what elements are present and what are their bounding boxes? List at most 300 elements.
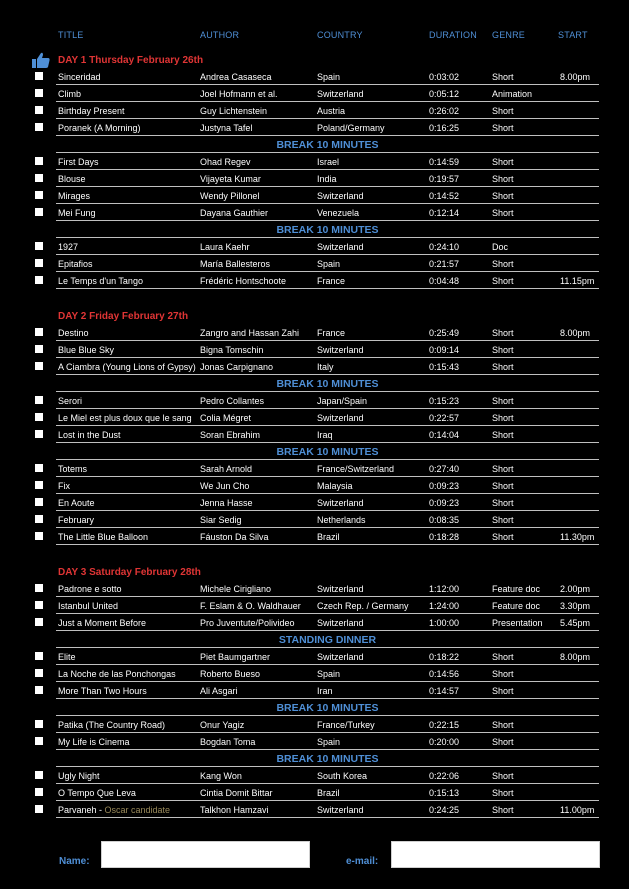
film-genre: Short <box>492 328 514 338</box>
film-genre: Short <box>492 498 514 508</box>
film-genre: Short <box>492 481 514 491</box>
divider <box>56 288 599 289</box>
day-spacer <box>0 546 629 564</box>
film-country: Switzerland <box>317 498 364 508</box>
divider <box>56 220 599 221</box>
film-title-text: Parvaneh - <box>58 805 105 815</box>
film-author: Andrea Casaseca <box>200 72 272 82</box>
divider <box>56 510 599 511</box>
film-checkbox[interactable] <box>35 276 43 284</box>
column-header-row <box>0 30 629 46</box>
film-country: Switzerland <box>317 618 364 628</box>
film-checkbox[interactable] <box>35 652 43 660</box>
film-row <box>0 205 629 222</box>
break-row <box>0 137 629 154</box>
film-genre: Doc <box>492 242 509 252</box>
film-country: Spain <box>317 737 341 747</box>
film-row <box>0 461 629 478</box>
day-heading <box>0 308 629 325</box>
film-author: Soran Ebrahim <box>200 430 261 440</box>
film-country: France/Switzerland <box>317 464 395 474</box>
film-genre: Feature doc <box>492 601 541 611</box>
divider <box>56 732 599 733</box>
film-row <box>0 188 629 205</box>
film-checkbox[interactable] <box>35 686 43 694</box>
film-country: Switzerland <box>317 242 364 252</box>
email-label: e-mail: <box>346 856 379 867</box>
film-duration: 0:14:56 <box>429 669 460 679</box>
film-checkbox[interactable] <box>35 669 43 677</box>
day-title: DAY 1 Thursday February 26th <box>58 55 204 66</box>
film-row <box>0 273 629 290</box>
film-author: Bogdan Toma <box>200 737 256 747</box>
film-title: Blouse <box>58 174 86 184</box>
divider <box>56 783 599 784</box>
film-duration: 0:18:28 <box>429 532 460 542</box>
film-genre: Short <box>492 805 514 815</box>
film-author: Ali Asgari <box>200 686 238 696</box>
film-country: South Korea <box>317 771 368 781</box>
film-genre: Short <box>492 669 514 679</box>
film-title: My Life is Cinema <box>58 737 130 747</box>
break-row <box>0 700 629 717</box>
break-label: STANDING DINNER <box>278 634 377 646</box>
film-row <box>0 581 629 598</box>
film-author: Joel Hofmann et al. <box>200 89 278 99</box>
film-start: 3.30pm <box>560 601 591 611</box>
film-duration: 0:21:57 <box>429 259 460 269</box>
film-country: Switzerland <box>317 652 364 662</box>
film-genre: Short <box>492 686 514 696</box>
film-genre: Short <box>492 515 514 525</box>
divider <box>56 527 599 528</box>
film-author: Kang Won <box>200 771 242 781</box>
film-row <box>0 529 629 546</box>
film-country: Spain <box>317 72 341 82</box>
film-row <box>0 512 629 529</box>
film-checkbox[interactable] <box>35 720 43 728</box>
film-duration: 0:09:14 <box>429 345 460 355</box>
film-country: Switzerland <box>317 805 364 815</box>
film-genre: Short <box>492 362 514 372</box>
film-checkbox[interactable] <box>35 771 43 779</box>
film-genre: Short <box>492 413 514 423</box>
break-label: BREAK 10 MINUTES <box>276 753 379 765</box>
film-row <box>0 495 629 512</box>
film-title: Serori <box>58 396 83 406</box>
film-checkbox[interactable] <box>35 601 43 609</box>
break-row <box>0 632 629 649</box>
film-row <box>0 785 629 802</box>
film-title: La Noche de las Ponchongas <box>58 669 176 679</box>
film-title: Climb <box>58 89 82 99</box>
film-note: Oscar candidate <box>104 805 171 815</box>
film-row <box>0 427 629 444</box>
film-author: Laura Kaehr <box>200 242 250 252</box>
film-title: Patika (The Country Road) <box>58 720 166 730</box>
film-checkbox[interactable] <box>35 362 43 370</box>
film-country: India <box>317 174 337 184</box>
film-checkbox[interactable] <box>35 89 43 97</box>
film-duration: 0:14:57 <box>429 686 460 696</box>
film-country: Czech Rep. / Germany <box>317 601 409 611</box>
email-field[interactable] <box>391 841 600 868</box>
film-duration: 0:24:25 <box>429 805 460 815</box>
film-genre: Feature doc <box>492 584 541 594</box>
film-author: Jenna Hasse <box>200 498 253 508</box>
film-checkbox[interactable] <box>35 532 43 540</box>
film-checkbox[interactable] <box>35 174 43 182</box>
film-genre: Short <box>492 396 514 406</box>
film-title: Epitafios <box>58 259 93 269</box>
film-author: Siar Sedig <box>200 515 242 525</box>
divider <box>56 476 599 477</box>
divider <box>56 118 599 119</box>
film-duration: 0:22:57 <box>429 413 460 423</box>
film-duration: 0:05:12 <box>429 89 460 99</box>
day-heading <box>0 52 629 69</box>
film-author: Dayana Gauthier <box>200 208 269 218</box>
film-country: Iran <box>317 686 333 696</box>
film-duration: 0:09:23 <box>429 481 460 491</box>
film-row <box>0 717 629 734</box>
divider <box>56 493 599 494</box>
divider <box>56 544 599 545</box>
film-row <box>0 239 629 256</box>
film-row <box>0 103 629 120</box>
film-title: First Days <box>58 157 99 167</box>
divider <box>56 186 599 187</box>
divider <box>56 374 599 375</box>
film-country: Venezuela <box>317 208 360 218</box>
film-title: Poranek (A Morning) <box>58 123 141 133</box>
film-start: 2.00pm <box>560 584 591 594</box>
film-duration: 0:14:59 <box>429 157 460 167</box>
header-country: COUNTRY <box>317 30 363 40</box>
film-country: Spain <box>317 259 341 269</box>
film-title: A Ciambra (Young Lions of Gypsy) <box>58 362 196 372</box>
film-duration: 0:22:06 <box>429 771 460 781</box>
film-checkbox[interactable] <box>35 584 43 592</box>
film-title: More Than Two Hours <box>58 686 147 696</box>
header-start: START <box>558 30 588 40</box>
film-author: Sarah Arnold <box>200 464 253 474</box>
film-title: O Tempo Que Leva <box>58 788 136 798</box>
divider <box>56 169 599 170</box>
divider <box>56 681 599 682</box>
divider <box>56 135 599 136</box>
divider <box>56 766 599 767</box>
day-spacer <box>0 290 629 308</box>
film-country: Israel <box>317 157 340 167</box>
film-author: Pro Juventute/Polivideo <box>200 618 295 628</box>
film-country: Switzerland <box>317 191 364 201</box>
film-row <box>0 120 629 137</box>
film-author: Onur Yagiz <box>200 720 245 730</box>
divider <box>56 800 599 801</box>
film-country: Poland/Germany <box>317 123 385 133</box>
header-title: TITLE <box>58 30 84 40</box>
film-row <box>0 256 629 273</box>
film-duration: 0:20:00 <box>429 737 460 747</box>
film-duration: 0:09:23 <box>429 498 460 508</box>
film-author: Ohad Regev <box>200 157 251 167</box>
film-country: Brazil <box>317 788 340 798</box>
film-row <box>0 86 629 103</box>
film-title: Ugly Night <box>58 771 100 781</box>
film-author: Vijayeta Kumar <box>200 174 261 184</box>
divider <box>56 101 599 102</box>
film-country: Switzerland <box>317 584 364 594</box>
divider <box>56 647 599 648</box>
divider <box>56 203 599 204</box>
break-label: BREAK 10 MINUTES <box>276 139 379 151</box>
film-genre: Short <box>492 788 514 798</box>
film-duration: 0:15:43 <box>429 362 460 372</box>
divider <box>56 817 599 818</box>
break-label: BREAK 10 MINUTES <box>276 446 379 458</box>
film-duration: 0:26:02 <box>429 106 460 116</box>
film-checkbox[interactable] <box>35 123 43 131</box>
film-duration: 0:24:10 <box>429 242 460 252</box>
film-row <box>0 666 629 683</box>
film-author: Talkhon Hamzavi <box>200 805 269 815</box>
film-row <box>0 768 629 785</box>
film-country: Japan/Spain <box>317 396 368 406</box>
film-row <box>0 325 629 342</box>
film-genre: Short <box>492 174 514 184</box>
film-author: Wendy Pillonel <box>200 191 260 201</box>
film-genre: Short <box>492 345 514 355</box>
film-duration: 1:00:00 <box>429 618 460 628</box>
film-duration: 0:25:49 <box>429 328 460 338</box>
film-duration: 0:08:35 <box>429 515 460 525</box>
film-checkbox[interactable] <box>35 413 43 421</box>
film-genre: Short <box>492 771 514 781</box>
film-country: Italy <box>317 362 334 372</box>
divider <box>56 425 599 426</box>
film-country: Switzerland <box>317 413 364 423</box>
film-checkbox[interactable] <box>35 157 43 165</box>
divider <box>56 596 599 597</box>
film-start: 8.00pm <box>560 328 591 338</box>
film-genre: Short <box>492 276 514 286</box>
film-title: Istanbul United <box>58 601 119 611</box>
divider <box>56 698 599 699</box>
film-duration: 1:24:00 <box>429 601 460 611</box>
day-heading <box>0 564 629 581</box>
film-country: Switzerland <box>317 89 364 99</box>
film-row <box>0 802 629 819</box>
film-title: Destino <box>58 328 89 338</box>
film-duration: 1:12:00 <box>429 584 460 594</box>
film-genre: Short <box>492 430 514 440</box>
film-start: 11.15pm <box>560 276 595 286</box>
film-duration: 0:03:02 <box>429 72 460 82</box>
film-checkbox[interactable] <box>35 788 43 796</box>
divider <box>56 749 599 750</box>
divider <box>56 84 599 85</box>
film-row <box>0 683 629 700</box>
film-genre: Short <box>492 464 514 474</box>
film-country: France <box>317 276 346 286</box>
film-genre: Short <box>492 157 514 167</box>
film-country: Brazil <box>317 532 340 542</box>
film-title: Totems <box>58 464 88 474</box>
divider <box>56 271 599 272</box>
film-checkbox[interactable] <box>35 515 43 523</box>
film-title: Elite <box>58 652 76 662</box>
film-genre: Short <box>492 737 514 747</box>
film-title: February <box>58 515 95 525</box>
header-duration: DURATION <box>429 30 477 40</box>
film-author: Piet Baumgartner <box>200 652 271 662</box>
divider <box>56 459 599 460</box>
film-author: Jonas Carpignano <box>200 362 274 372</box>
divider <box>56 254 599 255</box>
film-author: Roberto Bueso <box>200 669 261 679</box>
divider <box>56 630 599 631</box>
film-genre: Short <box>492 191 514 201</box>
film-title: Le Miel est plus doux que le sang <box>58 413 192 423</box>
film-title: Mei Fung <box>58 208 96 218</box>
film-duration: 0:14:04 <box>429 430 460 440</box>
film-author: Michele Cirigliano <box>200 584 272 594</box>
film-checkbox[interactable] <box>35 208 43 216</box>
film-checkbox[interactable] <box>35 191 43 199</box>
film-country: Netherlands <box>317 515 366 525</box>
film-title: Sinceridad <box>58 72 101 82</box>
divider <box>56 442 599 443</box>
name-label: Name: <box>59 856 90 867</box>
film-row <box>0 171 629 188</box>
film-author: Zangro and Hassan Zahi <box>200 328 300 338</box>
film-checkbox[interactable] <box>35 328 43 336</box>
film-title: Fix <box>58 481 70 491</box>
film-genre: Short <box>492 720 514 730</box>
film-duration: 0:15:23 <box>429 396 460 406</box>
film-checkbox[interactable] <box>35 259 43 267</box>
divider <box>56 391 599 392</box>
film-genre: Short <box>492 259 514 269</box>
day-title: DAY 2 Friday February 27th <box>58 311 189 322</box>
film-genre: Short <box>492 652 514 662</box>
film-genre: Presentation <box>492 618 543 628</box>
film-title: Birthday Present <box>58 106 125 116</box>
film-row <box>0 478 629 495</box>
name-field[interactable] <box>101 841 310 868</box>
film-checkbox[interactable] <box>35 618 43 626</box>
film-author: Fáuston Da Silva <box>200 532 269 542</box>
film-title: The Little Blue Balloon <box>58 532 149 542</box>
film-author: Frédéric Hontschoote <box>200 276 287 286</box>
film-duration: 0:04:48 <box>429 276 460 286</box>
film-genre: Short <box>492 208 514 218</box>
divider <box>56 237 599 238</box>
film-genre: Short <box>492 72 514 82</box>
header-genre: GENRE <box>492 30 526 40</box>
film-checkbox[interactable] <box>35 464 43 472</box>
film-country: Spain <box>317 669 341 679</box>
film-author: Colia Mégret <box>200 413 252 423</box>
divider <box>56 664 599 665</box>
film-title: Blue Blue Sky <box>58 345 115 355</box>
film-genre: Short <box>492 106 514 116</box>
film-country: Iraq <box>317 430 333 440</box>
film-duration: 0:15:13 <box>429 788 460 798</box>
film-row <box>0 393 629 410</box>
film-row <box>0 359 629 376</box>
film-duration: 0:14:52 <box>429 191 460 201</box>
film-row <box>0 649 629 666</box>
day-title: DAY 3 Saturday February 28th <box>58 567 201 578</box>
film-author: Bigna Tomschin <box>200 345 264 355</box>
film-checkbox[interactable] <box>35 345 43 353</box>
film-checkbox[interactable] <box>35 396 43 404</box>
film-checkbox[interactable] <box>35 498 43 506</box>
film-title: Lost in the Dust <box>58 430 121 440</box>
break-row <box>0 444 629 461</box>
film-row <box>0 598 629 615</box>
film-author: María Ballesteros <box>200 259 271 269</box>
film-author: We Jun Cho <box>200 481 250 491</box>
film-checkbox[interactable] <box>35 430 43 438</box>
film-genre: Animation <box>492 89 533 99</box>
divider <box>56 357 599 358</box>
header-author: AUTHOR <box>200 30 240 40</box>
film-start: 11.30pm <box>560 532 595 542</box>
film-title: En Aoute <box>58 498 95 508</box>
thumbs-up-icon <box>31 52 51 69</box>
film-start: 11.00pm <box>560 805 595 815</box>
film-row <box>0 69 629 86</box>
schedule <box>0 52 629 819</box>
film-duration: 0:18:22 <box>429 652 460 662</box>
film-checkbox[interactable] <box>35 737 43 745</box>
film-author: Guy Lichtenstein <box>200 106 268 116</box>
film-country: France <box>317 328 346 338</box>
film-title: Just a Moment Before <box>58 618 147 628</box>
film-genre: Short <box>492 532 514 542</box>
film-start: 8.00pm <box>560 72 591 82</box>
film-row <box>0 154 629 171</box>
film-duration: 0:27:40 <box>429 464 460 474</box>
break-row <box>0 222 629 239</box>
film-title <box>58 805 170 815</box>
film-start: 5.45pm <box>560 618 591 628</box>
break-label: BREAK 10 MINUTES <box>276 224 379 236</box>
film-duration: 0:19:57 <box>429 174 460 184</box>
divider <box>56 152 599 153</box>
film-row <box>0 734 629 751</box>
film-row <box>0 342 629 359</box>
film-checkbox[interactable] <box>35 72 43 80</box>
break-row <box>0 376 629 393</box>
film-row <box>0 615 629 632</box>
film-row <box>0 410 629 427</box>
film-duration: 0:16:25 <box>429 123 460 133</box>
film-author: Pedro Collantes <box>200 396 265 406</box>
film-checkbox[interactable] <box>35 805 43 813</box>
film-checkbox[interactable] <box>35 242 43 250</box>
film-title: Mirages <box>58 191 91 201</box>
film-checkbox[interactable] <box>35 481 43 489</box>
film-country: Switzerland <box>317 345 364 355</box>
divider <box>56 715 599 716</box>
divider <box>56 613 599 614</box>
film-title: 1927 <box>58 242 79 252</box>
film-checkbox[interactable] <box>35 106 43 114</box>
